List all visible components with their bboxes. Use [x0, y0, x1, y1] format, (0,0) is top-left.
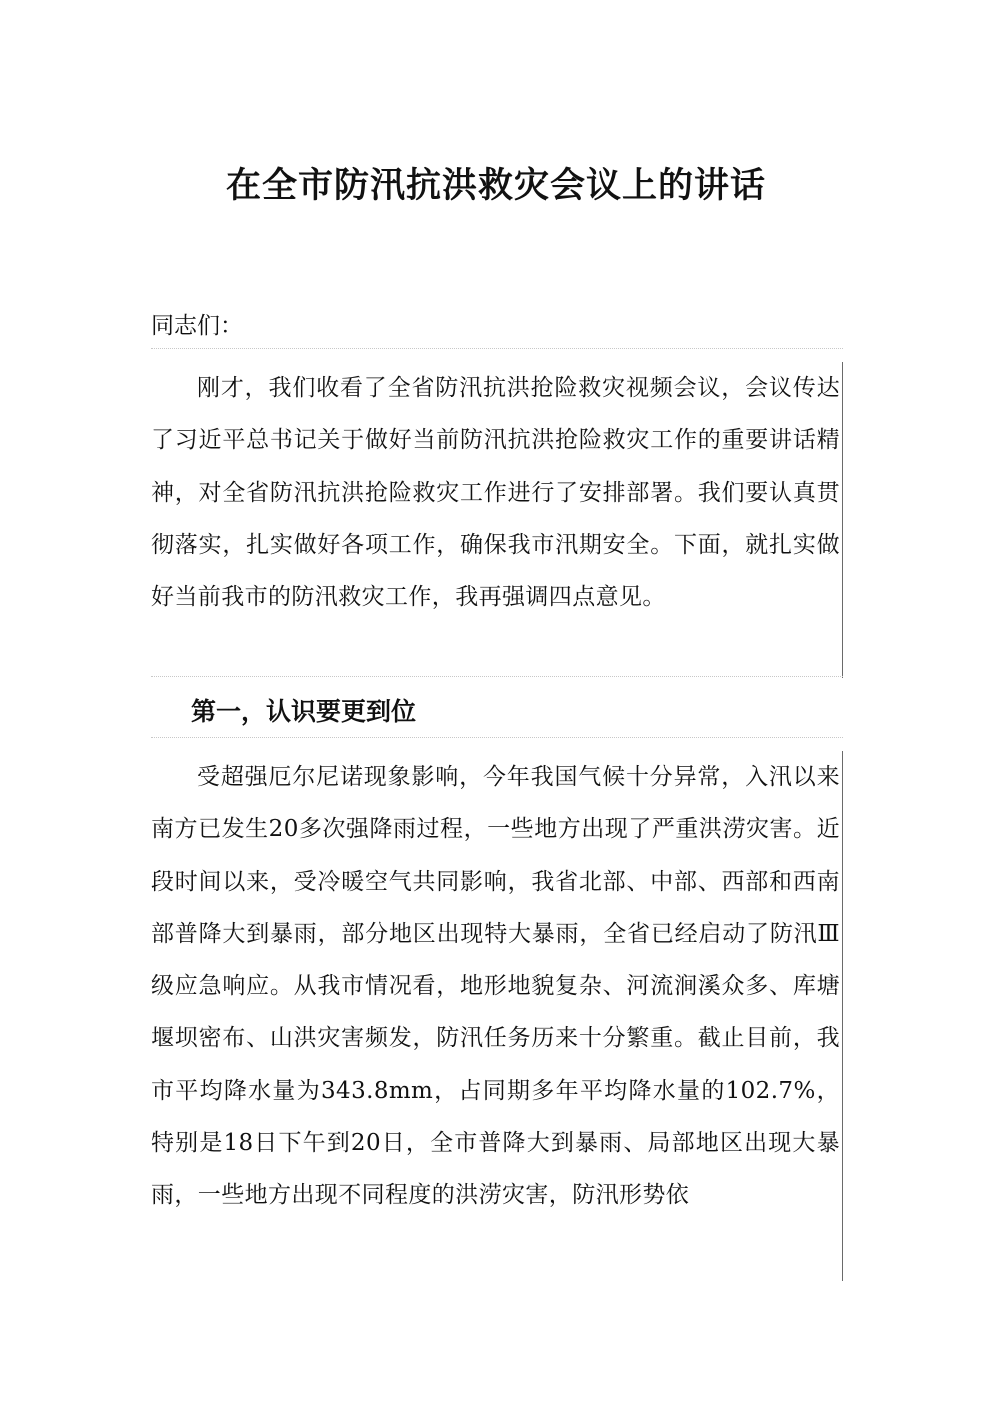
dotted-divider [151, 676, 843, 677]
section-heading: 第一，认识要更到位 [151, 688, 843, 738]
paragraph-section-1: 受超强厄尔尼诺现象影响，今年我国气候十分异常，入汛以来南方已发生20多次强降雨过程，一些地方出现了严重洪涝灾害。近段时间以来，受冷暖空气共同影响，我省北部、中部、西部和西南部普降大到暴雨，部分地区出现特大暴雨，全省已经启动了防汛Ⅲ级应急响应。从我市情况看，地形地貌复杂、河流涧溪众多、库塘堰坝密布、山洪灾害频发，防汛任务历来十分繁重。截止目前，我市平均降水量为343.8mm，占同期多年平均降水量的102.7%，特别是18日下午到20日，全市普降大到暴雨、局部地区出现大暴雨，一些地方出现不同程度的洪涝灾害，防汛形势依 [151, 751, 843, 1281]
salutation: 同志们： [151, 304, 843, 349]
paragraph-intro: 刚才，我们收看了全省防汛抗洪抢险救灾视频会议，会议传达了习近平总书记关于做好当前防汛抗洪抢险救灾工作的重要讲话精神，对全省防汛抗洪抢险救灾工作进行了安排部署。我们要认真贯彻落实，扎实做好各项工作，确保我市汛期安全。下面，就扎实做好当前我市的防汛救灾工作，我再强调四点意见。 [151, 362, 843, 678]
document-title: 在全市防汛抗洪救灾会议上的讲话 [225, 166, 766, 206]
